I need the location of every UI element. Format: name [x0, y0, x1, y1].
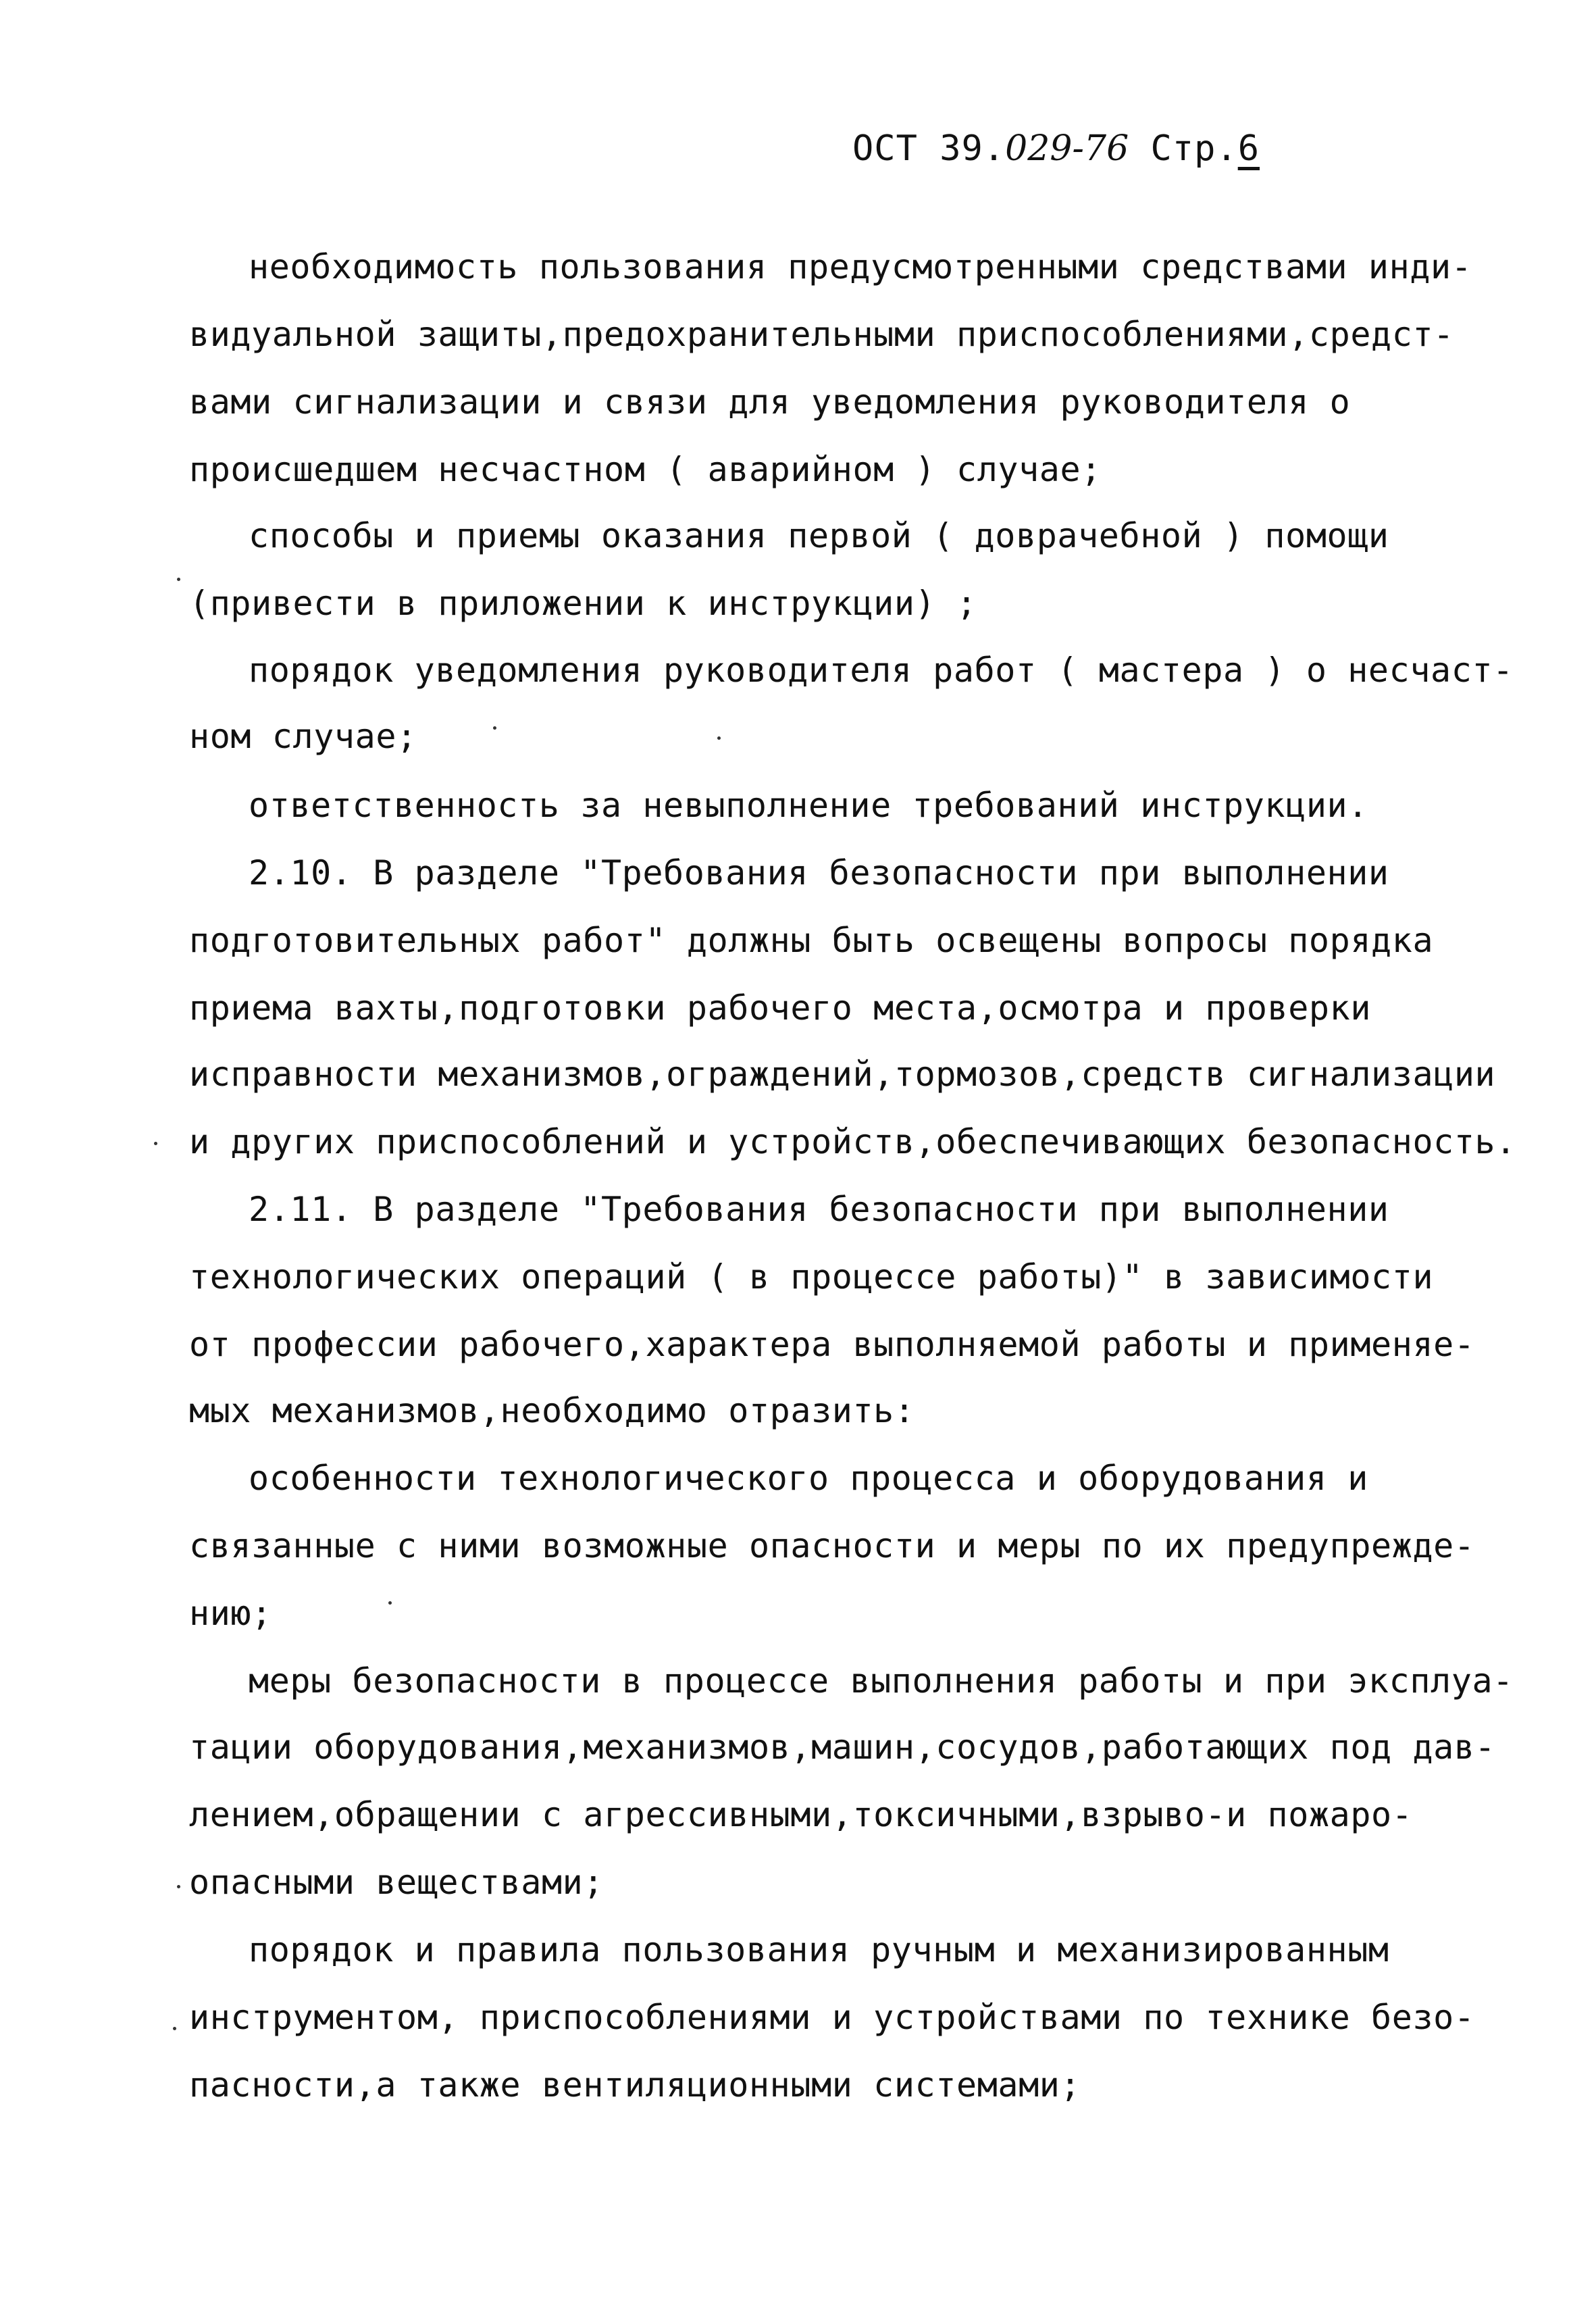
text-line: вами сигнализации и связи для уведомления руководителя о: [189, 382, 1351, 422]
text-line: технологических операций ( в процессе работы)" в зависимости: [189, 1257, 1434, 1297]
text-line: опасными веществами;: [189, 1863, 604, 1902]
text-line: способы и приемы оказания первой ( доврачебной ) помощи: [249, 516, 1389, 555]
scan-speck: [717, 736, 721, 740]
text-line: от профессии рабочего,характера выполняемой работы и применяе-: [189, 1325, 1475, 1364]
text-line: приема вахты,подготовки рабочего места,осмотра и проверки: [189, 988, 1372, 1028]
text-line: тации оборудования,механизмов,машин,сосудов,работающих под дав-: [189, 1728, 1496, 1767]
text-line: инструментом, приспособлениями и устройствами по технике безо-: [189, 1998, 1475, 2037]
text-line: 2.11. В разделе "Требования безопасности при выполнении: [249, 1190, 1389, 1229]
text-line: связанные с ними возможные опасности и меры по их предупрежде-: [189, 1526, 1475, 1565]
text-line: (привести в приложении к инструкции) ;: [189, 584, 977, 623]
text-line: лением,обращении с агрессивными,токсичными,взрыво-и пожаро-: [189, 1795, 1413, 1834]
text-line: мых механизмов,необходимо отразить:: [189, 1391, 915, 1430]
page-label: Стр.: [1150, 128, 1238, 169]
scan-speck: [177, 1885, 180, 1888]
standard-prefix: ОСТ 39.: [852, 128, 1006, 169]
scan-speck: [493, 726, 496, 730]
scan-speck: [154, 1142, 157, 1145]
text-line: и других приспособлений и устройств,обеспечивающих безопасность.: [189, 1122, 1516, 1161]
text-line: видуальной защиты,предохранительными приспособлениями,средст-: [189, 315, 1454, 354]
text-line: происшедшем несчастном ( аварийном ) случае;: [189, 450, 1102, 489]
page-number: 6: [1237, 128, 1260, 169]
text-line: нию;: [189, 1594, 272, 1633]
scan-speck: [173, 2027, 176, 2030]
text-line: особенности технологического процесса и оборудования и: [249, 1459, 1368, 1498]
text-line: ответственность за невыполнение требований инструкции.: [249, 786, 1368, 825]
scan-speck: [177, 578, 180, 581]
standard-number-handwritten: 029-76: [1005, 128, 1129, 169]
text-line: меры безопасности в процессе выполнения работы и при эксплуа-: [249, 1661, 1514, 1701]
text-line: необходимость пользования предусмотренными средствами инди-: [249, 247, 1472, 286]
text-line: пасности,а также вентиляционными системами;: [189, 2065, 1081, 2105]
page-header: [852, 128, 1260, 169]
text-line: исправности механизмов,ограждений,тормозов,средств сигнализации: [189, 1055, 1496, 1094]
text-line: порядок и правила пользования ручным и механизированным: [249, 1930, 1389, 1969]
text-line: ном случае;: [189, 717, 417, 756]
text-line: подготовительных работ" должны быть освещены вопросы порядка: [189, 921, 1434, 960]
text-line: 2.10. В разделе "Требования безопасности при выполнении: [249, 853, 1389, 892]
text-line: порядок уведомления руководителя работ ( мастера ) о несчаст-: [249, 651, 1514, 690]
scan-speck: [388, 1601, 392, 1605]
